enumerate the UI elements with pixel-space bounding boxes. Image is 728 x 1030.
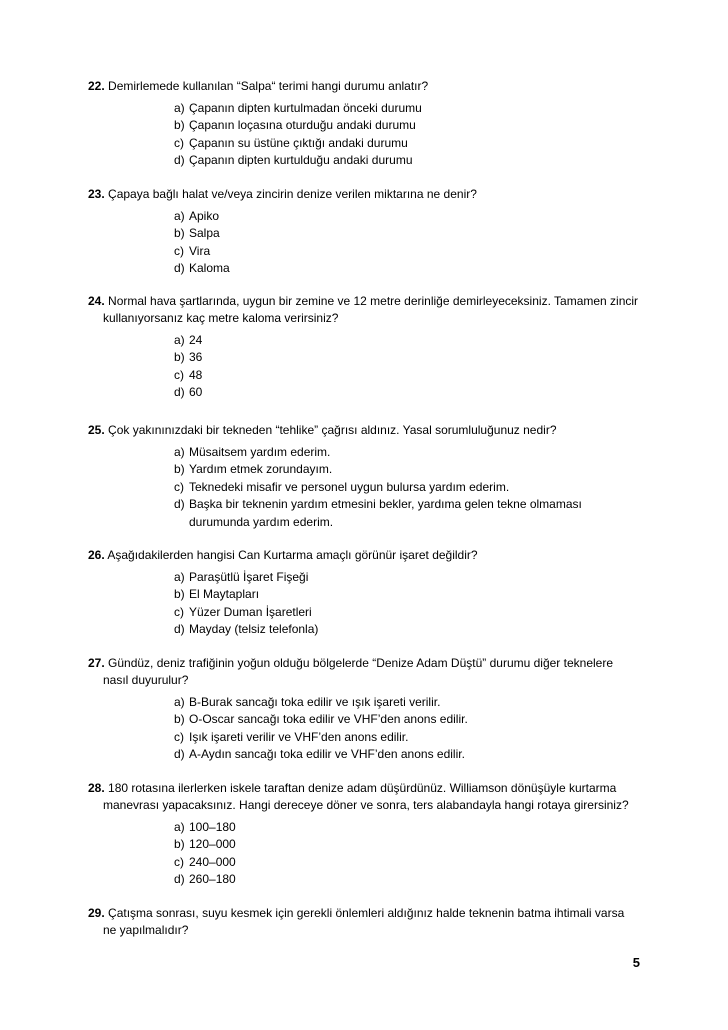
question [88,78,658,170]
question-line [88,186,658,203]
option-letter: d) [174,622,185,637]
option-text: Vira [189,243,211,258]
answer-option [174,208,658,225]
option-text: Paraşütlü İşaret Fişeği [189,570,309,584]
question-line-text: kullanıyorsanız kaç metre kaloma verirsiniz? [103,311,339,325]
question-line [88,905,658,922]
answer-option [174,135,658,152]
option-text: Yardım etmek zorundayım. [189,462,333,477]
question-line-text: manevrası yapacaksınız. Hangi dereceye döner ve sonra, ters alabandayla hangi rotaya girersiniz? [103,798,629,812]
answer-option [174,746,658,763]
option-text: 240–000 [189,854,236,869]
option-letter: c) [174,854,184,869]
answer-option [174,569,658,586]
option-letter: b) [174,226,185,241]
question-number: 26. [88,548,105,562]
option-text: 260–180 [189,872,236,887]
option-text: 100–180 [189,820,236,834]
question [88,780,658,889]
question [88,905,658,939]
option-letter: c) [174,243,184,258]
question-line [88,547,658,564]
option-letter: b) [174,462,185,477]
question-line-text: Gündüz, deniz trafiğinin yoğun olduğu bölgelerde “Denize Adam Düştü” durumu diğer teknelere [108,656,614,670]
question-text [88,547,658,564]
option-letter: c) [174,729,184,744]
question-number: 27. [88,656,105,670]
answer-option [174,604,658,621]
option-text: Teknedeki misafir ve personel uygun bulursa yardım ederim. [189,479,510,494]
question-line [88,780,658,797]
option-letter: d) [174,872,185,887]
option-letter: a) [174,445,185,459]
option-letter: a) [174,101,185,115]
answer-options [88,694,658,764]
question [88,422,658,531]
option-text: Başka bir teknenin yardım etmesini bekler, yardıma gelen tekne olmaması [189,497,582,512]
answer-option [174,117,658,134]
question-line-text: 180 rotasına ilerlerken iskele taraftan denize adam düşürdünüz. Williamson dönüşüyle kurtarma [108,781,617,795]
question [88,186,658,278]
answer-option [174,694,658,711]
answer-option [174,100,658,117]
question [88,655,658,764]
question-text [88,422,658,439]
answer-option [174,444,658,461]
option-letter: b) [174,712,185,727]
question-line [88,922,658,939]
option-text: A-Aydın sancağı toka edilir ve VHF’den anons edilir. [189,747,465,762]
question-line [88,310,658,327]
question-number: 29. [88,906,105,920]
question-line [88,655,658,672]
option-text: 24 [189,333,203,347]
option-letter: a) [174,695,185,709]
answer-option [174,854,658,871]
question-number: 24. [88,294,105,308]
option-text: Yüzer Duman İşaretleri [189,604,312,619]
question-text [88,186,658,203]
question [88,547,658,639]
option-letter: c) [174,479,184,494]
answer-option [174,152,658,169]
answer-option [174,729,658,746]
answer-option [174,479,658,496]
question-line [88,293,658,310]
option-letter: c) [174,604,184,619]
option-text: Kaloma [189,261,230,276]
answer-options [88,208,658,278]
option-text: O-Oscar sancağı toka edilir ve VHF’den anons edilir. [189,712,468,727]
option-text: Çapanın dipten kurtulduğu andaki durumu [189,153,413,168]
question-number: 28. [88,781,105,795]
question-line-text: Çapaya bağlı halat ve/veya zincirin denize verilen miktarına ne denir? [108,187,477,201]
option-letter: d) [174,385,185,400]
answer-options [88,332,658,402]
answer-options [88,100,658,170]
answer-options [88,569,658,639]
answer-option [174,461,658,478]
answer-option [174,260,658,277]
option-text: Işık işareti verilir ve VHF’den anons edilir. [189,729,409,744]
answer-option [174,225,658,242]
question-number: 25. [88,423,105,437]
answer-option [174,836,658,853]
question-number: 23. [88,187,105,201]
question-line [88,797,658,814]
question-line-text: Demirlemede kullanılan “Salpa“ terimi hangi durumu anlatır? [108,79,429,93]
option-letter: a) [174,333,185,347]
answer-option [174,514,658,531]
option-letter: d) [174,261,185,276]
option-letter: d) [174,153,185,168]
option-text: 36 [189,350,203,365]
question-line-text: ne yapılmalıdır? [103,923,189,937]
option-text: Çapanın loçasına oturduğu andaki durumu [189,118,416,133]
answer-option [174,711,658,728]
answer-option [174,349,658,366]
option-text: Mayday (telsiz telefonla) [189,622,319,637]
option-letter: a) [174,820,185,834]
option-letter: d) [174,747,185,762]
answer-option [174,871,658,888]
answer-option [174,367,658,384]
answer-options [88,444,658,531]
option-letter: b) [174,587,185,602]
question-line-text: nasıl duyurulur? [103,673,189,687]
answer-options [88,819,658,889]
answer-option [174,621,658,638]
answer-option [174,243,658,260]
question-line-text: Çatışma sonrası, suyu kesmek için gerekli önlemleri aldığınız halde teknenin batma ihtimali varsa [108,906,625,920]
page-number: 5 [632,955,640,970]
question-line-text: Çok yakınınızdaki bir tekneden “tehlike” çağrısı aldınız. Yasal sorumluluğunuz nedir? [108,423,557,437]
option-letter: d) [174,497,185,512]
option-letter: b) [174,350,185,365]
answer-option [174,586,658,603]
question-text [88,905,658,939]
answer-option [174,332,658,349]
answer-option [174,819,658,836]
option-letter: c) [174,367,184,382]
question-text [88,78,658,95]
option-letter: b) [174,118,185,133]
option-text: Salpa [189,226,220,241]
option-text: El Maytapları [189,587,260,602]
option-text: Çapanın su üstüne çıktığı andaki durumu [189,135,408,150]
option-text: Müsaitsem yardım ederim. [189,445,331,459]
question-line [88,672,658,689]
answer-option [174,384,658,401]
option-text: 120–000 [189,837,236,852]
option-letter: a) [174,209,185,223]
option-text: Apiko [189,209,220,223]
option-text: durumunda yardım ederim. [189,514,334,529]
question-line [88,422,658,439]
question [88,293,658,402]
option-text: 60 [189,385,203,400]
question-text [88,655,658,689]
question-text [88,780,658,814]
option-text: B-Burak sancağı toka edilir ve ışık işareti verilir. [189,695,441,709]
question-text [88,293,658,327]
answer-option [174,496,658,513]
question-number: 22. [88,79,105,93]
question-line-text: Aşağıdakilerden hangisi Can Kurtarma amaçlı görünür işaret değildir? [107,548,478,562]
option-letter: a) [174,570,185,584]
option-text: Çapanın dipten kurtulmadan önceki durumu [189,101,422,115]
question-line-text: Normal hava şartlarında, uygun bir zemine ve 12 metre derinliğe demirleyeceksiniz. Tamamen zincir [108,294,639,308]
option-letter: b) [174,837,185,852]
question-line [88,78,658,95]
option-text: 48 [189,367,203,382]
option-letter: c) [174,135,184,150]
